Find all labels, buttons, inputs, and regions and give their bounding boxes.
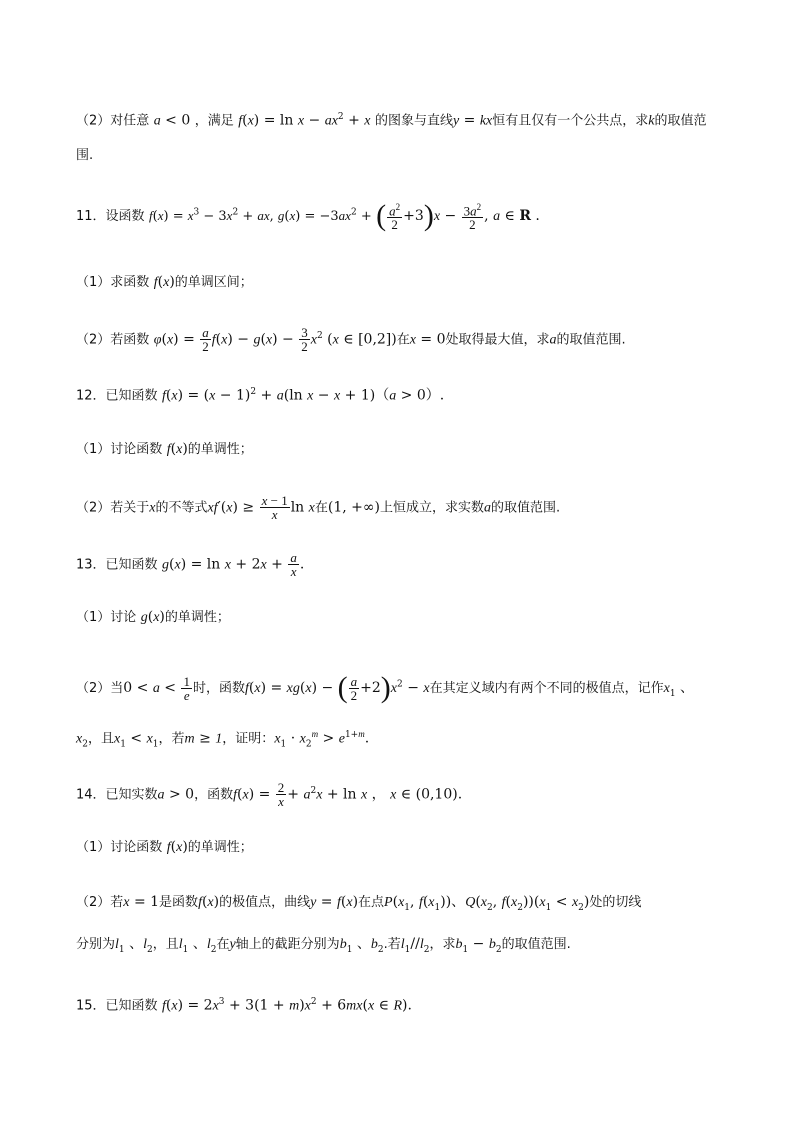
text-segment: 处的切线 (589, 895, 642, 910)
math-expression: a (153, 113, 161, 129)
text-segment: 11．设函数 (76, 209, 145, 225)
text-segment: ，且 (87, 731, 114, 747)
text-segment: ，求 (429, 937, 456, 952)
problem-15-statement: 15．已知函数 $f(x) = 2x^3 + 3(1 + m)x^2 + 6mx(x$ ∈ R). (76, 997, 412, 1014)
text-segment: ，若 (158, 731, 185, 747)
text-segment: （1）讨论函数 (76, 442, 163, 457)
text-segment: ，满足 (194, 113, 234, 129)
text-segment: 的单调性； (187, 840, 253, 855)
problem-11-part-1: （1）求函数 f(x)的单调区间； (76, 274, 253, 290)
text-segment: （2）若函数 (76, 332, 150, 348)
text-segment: 的不等式 (155, 500, 208, 516)
problem-13-statement: 13．已知函数 g(x) = ln x + 2x + $\frac{a}{x}$ . (76, 550, 305, 579)
problem-14-part-2-line-1: （2）若x = 1是函数f(x)的极值点，曲线y = f(x)在点$P(x_1$, $f(x_1)$)、$Q(x_2$, $f(x_2))(x_1 < x_2)$处的切线 (76, 894, 642, 913)
text-segment: （2）若 (76, 895, 124, 910)
problem-13-part-1: （1）讨论 g(x)的单调性； (76, 609, 230, 625)
text-segment: 在 (216, 937, 230, 952)
problem-10-part-2-line-1: （2）对任意 a < 0 ，满足 $f(x) = \ln x - ax^2 + x$ 的图象与直线y = kx恒有且仅有一个公共点，求k的取值范 (76, 112, 707, 129)
text-segment: 分别为 (76, 937, 116, 952)
text-segment: 恒有且仅有一个公共点，求 (492, 113, 649, 129)
text-segment: 13．已知函数 (76, 557, 158, 573)
text-segment: 15．已知函数 (76, 998, 158, 1014)
problem-12-statement: 12．已知函数 $f(x) = (x - 1)^2 + a(\ln$ x − x + 1)（a > 0）. (76, 387, 445, 404)
text-segment: 轴上的截距分别为 (235, 937, 340, 952)
problem-12-part-1: （1）讨论函数 f(x)的单调性； (76, 441, 253, 457)
problem-12-part-2: （2）若关于x的不等式xf′(x) ≥ $\frac{x - 1}{x}$ ln x在(1, +∞)上恒成立，求实数a的取值范围. (76, 493, 561, 522)
text-segment: （1）讨论函数 (76, 840, 163, 855)
text-segment: 上恒成立，求实数 (380, 500, 485, 516)
text-segment: 的单调性； (187, 442, 253, 457)
text-segment: （1）求函数 (76, 275, 150, 290)
text-segment: 在 (314, 500, 328, 516)
text-segment: （2）当 (76, 681, 124, 696)
problem-13-part-2-line-1: （2）当0 < a < $\frac{1}{e}$ 时，函数f(x) = xg(x) − ( $\frac{a}{2}$ $+2)x^2 - x$在其定义域内有两个不同的极值点，记作$x_1$ 、 (76, 671, 695, 704)
text-segment: （1）讨论 (76, 610, 137, 625)
problem-10-part-2-line-2 (76, 146, 93, 165)
text-segment: 在点 (358, 895, 385, 910)
text-segment: 在 (396, 332, 410, 348)
text-segment: 的取值范围. (501, 937, 571, 952)
text-segment: ，证明： (222, 731, 275, 747)
text-segment: 12．已知函数 (76, 388, 158, 404)
problem-13-part-2-line-2: $x_2$，且$x_1 < x_1$，若m ≥ 1，证明：$x_1 \cdot x_2^m > e^{1+m}$. (76, 729, 370, 750)
text-segment: 的单调性； (164, 610, 230, 625)
text-segment: 时，函数 (192, 681, 245, 696)
text-segment: 在其定义域内有两个不同的极值点，记作 (429, 681, 664, 696)
problem-11-statement: 11．设函数 $f(x) = x^3 - 3x^2$ + ax, $g(x) = -3ax^2$ + ( $\frac{a^2}{2}$ +3)x − $\frac{3a^2}{2}$ , a ∈ R . (76, 199, 540, 233)
text-segment: 的极值点，曲线 (219, 895, 311, 910)
text-segment: （2）若关于 (76, 500, 150, 516)
text-segment: （2）对任意 (76, 113, 150, 129)
text-segment: 的取值范 (654, 113, 707, 129)
text-segment: 的图象与直线 (374, 113, 453, 129)
text-segment: ，且 (152, 937, 179, 952)
problem-14-statement: 14．已知实数a > 0，函数f(x) = $\frac{2}{x}$ + $a^2x + \ln x$ ， x ∈ (0,10). (76, 780, 463, 809)
text-segment: 是函数 (159, 895, 199, 910)
problem-11-part-2: （2）若函数 φ(x) = $\frac{a}{2}$ f(x) − g(x) − $\frac{3}{2}$ $x^2$ (x ∈ [0,2])在x = 0处取得最大值，求a的取值范围. (76, 325, 626, 354)
problem-14-part-1: （1）讨论函数 f(x)的单调性； (76, 839, 253, 855)
text-segment: .若 (383, 937, 401, 952)
text-segment: 的取值范围. (556, 332, 626, 348)
text-segment: ，函数 (194, 787, 234, 803)
problem-14-part-2-line-2: 分别为$l_1$ 、$l_2$，且$l_1$ 、$l_2$在y轴上的截距分别为$b_1$ 、$b_2$.若$l_1//l_2$，求$b_1 - b_2$的取值范围. (76, 936, 571, 955)
text-segment: 的单调区间； (174, 275, 253, 290)
text-segment: 14．已知实数 (76, 787, 158, 803)
text-segment: 处取得最大值，求 (445, 332, 550, 348)
text-segment: 围. (76, 148, 94, 163)
text-segment: 的取值范围. (491, 500, 561, 516)
